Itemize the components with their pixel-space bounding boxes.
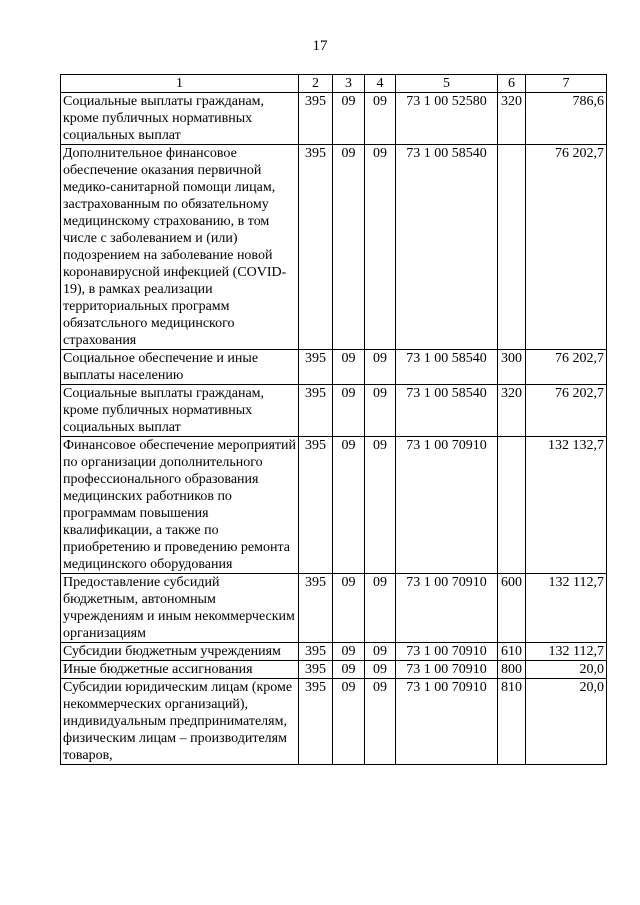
cell-ministry-code: 395 xyxy=(299,145,333,350)
row-name: Субсидии бюджетным учреждениям xyxy=(61,643,299,661)
cell-expense-type: 300 xyxy=(498,350,526,385)
cell-expense-type xyxy=(498,437,526,574)
cell-target-article: 73 1 00 70910 xyxy=(396,643,498,661)
cell-expense-type xyxy=(498,145,526,350)
cell-subsection: 09 xyxy=(365,350,396,385)
cell-section: 09 xyxy=(333,93,365,145)
cell-target-article: 73 1 00 70910 xyxy=(396,574,498,643)
row-name: Иные бюджетные ассигнования xyxy=(61,661,299,679)
cell-section: 09 xyxy=(333,145,365,350)
table-row xyxy=(61,661,607,679)
cell-target-article: 73 1 00 70910 xyxy=(396,679,498,765)
cell-subsection: 09 xyxy=(365,385,396,437)
cell-expense-type: 610 xyxy=(498,643,526,661)
column-header: 4 xyxy=(365,75,396,93)
row-name: Социальные выплаты гражданам, кроме публичных нормативных социальных выплат xyxy=(61,93,299,145)
table-row xyxy=(61,679,607,765)
table-row xyxy=(61,350,607,385)
cell-subsection: 09 xyxy=(365,145,396,350)
table-row xyxy=(61,385,607,437)
cell-expense-type: 320 xyxy=(498,93,526,145)
column-header: 7 xyxy=(526,75,607,93)
row-name: Социальное обеспечение и иные выплаты населению xyxy=(61,350,299,385)
cell-subsection: 09 xyxy=(365,679,396,765)
cell-amount: 132 132,7 xyxy=(526,437,607,574)
cell-amount: 132 112,7 xyxy=(526,643,607,661)
cell-section: 09 xyxy=(333,679,365,765)
cell-ministry-code: 395 xyxy=(299,574,333,643)
cell-amount: 20,0 xyxy=(526,679,607,765)
cell-section: 09 xyxy=(333,385,365,437)
row-name: Предоставление субсидий бюджетным, автономным учреждениям и иным некоммерческим организациям xyxy=(61,574,299,643)
table-row xyxy=(61,93,607,145)
cell-section: 09 xyxy=(333,350,365,385)
cell-target-article: 73 1 00 58540 xyxy=(396,385,498,437)
cell-expense-type: 810 xyxy=(498,679,526,765)
cell-target-article: 73 1 00 58540 xyxy=(396,350,498,385)
cell-target-article: 73 1 00 70910 xyxy=(396,661,498,679)
cell-subsection: 09 xyxy=(365,643,396,661)
cell-ministry-code: 395 xyxy=(299,93,333,145)
cell-section: 09 xyxy=(333,661,365,679)
cell-subsection: 09 xyxy=(365,574,396,643)
column-header: 6 xyxy=(498,75,526,93)
cell-amount: 132 112,7 xyxy=(526,574,607,643)
cell-ministry-code: 395 xyxy=(299,643,333,661)
column-header: 3 xyxy=(333,75,365,93)
cell-target-article: 73 1 00 70910 xyxy=(396,437,498,574)
cell-target-article: 73 1 00 58540 xyxy=(396,145,498,350)
budget-table xyxy=(60,74,607,765)
cell-section: 09 xyxy=(333,437,365,574)
cell-amount: 76 202,7 xyxy=(526,350,607,385)
table-row xyxy=(61,574,607,643)
cell-amount: 20,0 xyxy=(526,661,607,679)
cell-section: 09 xyxy=(333,643,365,661)
cell-amount: 76 202,7 xyxy=(526,385,607,437)
page-number: 17 xyxy=(312,38,328,54)
cell-ministry-code: 395 xyxy=(299,437,333,574)
cell-expense-type: 600 xyxy=(498,574,526,643)
cell-amount: 786,6 xyxy=(526,93,607,145)
cell-target-article: 73 1 00 52580 xyxy=(396,93,498,145)
row-name: Дополнительное финансовое обеспечение оказания первичной медико-санитарной помощи лицам, застрахованным по обязательному медицинскому страхованию, в том числе с заболеванием и (или) подозрением на заболевание новой коронавирусной инфекцией (COVID-19), в рамках реализации территориальных программ обязатсльного медицинского страхования xyxy=(61,145,299,350)
table-row xyxy=(61,643,607,661)
row-name: Субсидии юридическим лицам (кроме некоммерческих организаций), индивидуальным предпринимателям, физическим лицам – производителям товаров, xyxy=(61,679,299,765)
header-row xyxy=(61,75,607,93)
table-row xyxy=(61,437,607,574)
row-name: Финансовое обеспечение мероприятий по организации дополнительного профессионального образования медицинских работников по программам повышения квалификации, а также по приобретению и проведению ремонта медицинского оборудования xyxy=(61,437,299,574)
cell-section: 09 xyxy=(333,574,365,643)
cell-ministry-code: 395 xyxy=(299,385,333,437)
cell-ministry-code: 395 xyxy=(299,350,333,385)
cell-subsection: 09 xyxy=(365,437,396,574)
table-row xyxy=(61,145,607,350)
cell-ministry-code: 395 xyxy=(299,661,333,679)
cell-ministry-code: 395 xyxy=(299,679,333,765)
column-header: 1 xyxy=(61,75,299,93)
cell-amount: 76 202,7 xyxy=(526,145,607,350)
cell-subsection: 09 xyxy=(365,93,396,145)
cell-expense-type: 320 xyxy=(498,385,526,437)
column-header: 5 xyxy=(396,75,498,93)
column-header: 2 xyxy=(299,75,333,93)
cell-subsection: 09 xyxy=(365,661,396,679)
cell-expense-type: 800 xyxy=(498,661,526,679)
row-name: Социальные выплаты гражданам, кроме публичных нормативных социальных выплат xyxy=(61,385,299,437)
